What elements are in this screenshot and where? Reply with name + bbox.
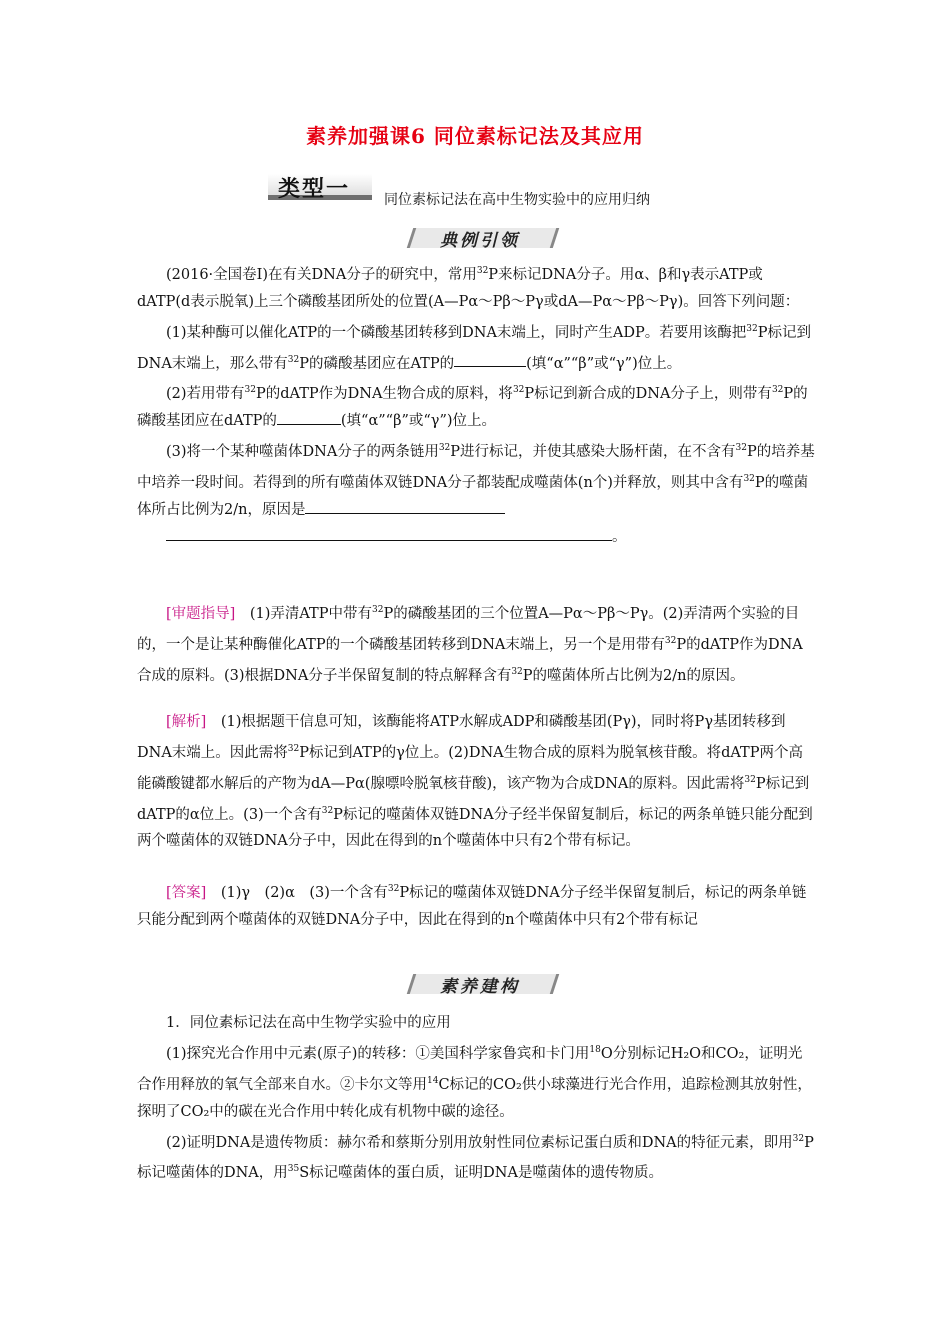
- analysis-text: [解析] (1)根据题干信息可知，该酶能将ATP水解成ADP和磷酸基团(Pγ)，同时将Pγ基团转移到DNA末端上。因此需将$^{32}$P标记到ATP的γ位上。(2)DNA生物合成的原料为脱氧核苷酸。将dATP两个高能磷酸键都水解后的产物为dA—Pα(腺嘌呤脱氧核苷酸)，该产物为合成DNA的原料。因此需将$^{32}$P标记到dATP的α位上。(3)一个含有$^{32}$P标记的噬菌体双链DNA分子经半保留复制后，标记的两条单链只能分配到两个噬菌体的双链DNA分子中，因此在得到的n个噬菌体中只有2个带有标记。: [137, 714, 813, 850]
- question-block: [137, 258, 815, 551]
- page-title: 素养加强课6 同位素标记法及其应用: [306, 124, 644, 148]
- construct-tab: [410, 971, 550, 997]
- example-tab: [410, 225, 550, 251]
- section1-paragraph-2: (2)证明DNA是遗传物质：赫尔希和蔡斯分别用放射性同位素标记蛋白质和DNA的特征元素，即用$^{32}$P标记噬菌体的DNA，用$^{35}$S标记噬菌体的蛋白质，证明DNA是噬菌体的遗传物质。: [137, 1133, 814, 1182]
- answer-blank-2[interactable]: [277, 424, 341, 425]
- type-badge-label: 类型一: [278, 177, 351, 202]
- section1-heading: 1．同位素标记法在高中生物学实验中的应用: [166, 1015, 451, 1031]
- answer-blank-1[interactable]: [454, 366, 526, 367]
- type-description: 同位素标记法在高中生物实验中的应用归纳: [384, 192, 650, 208]
- answer-block: [137, 876, 815, 934]
- analysis-tag: [解析]: [166, 714, 207, 730]
- guide-tag: [审题指导]: [166, 605, 236, 622]
- question-2: (2)若用带有$^{32}$P的dATP作为DNA生物合成的原料，将$^{32}$P标记到新合成的DNA分子上，则带有$^{32}$P的磷酸基团应在dATP的 (填“α”“β”或“γ”)位上。: [137, 385, 808, 430]
- answer-tag: [答案]: [166, 884, 207, 901]
- section1-paragraph-1: (1)探究光合作用中元素(原子)的转移：①美国科学家鲁宾和卡门用$^{18}$O分别标记H₂O和CO₂，证明光合作用释放的氧气全部来自水。②卡尔文等用$^{14}$C标记的CO₂供小球藻进行光合作用，追踪检测其放射性，探明了CO₂中的碳在光合作用中转化成有机物中碳的途径。: [137, 1045, 812, 1120]
- section1-block: [137, 1010, 815, 1187]
- example-tab-label: 典例引领: [440, 231, 520, 251]
- guide-block: [137, 597, 815, 689]
- construct-tab-label: 素养建构: [440, 977, 520, 997]
- analysis-block: [137, 709, 815, 855]
- answer-text: [答案] (1)γ (2)α (3)一个含有$^{32}$P标记的噬菌体双链DNA分子经半保留复制后，标记的两条单链只能分配到两个噬菌体的双链DNA分子中，因此在得到的n个噬菌体中只有2个带有标记: [137, 884, 807, 928]
- type-badge: [268, 174, 372, 200]
- question-3: (3)将一个某种噬菌体DNA分子的两条链用$^{32}$P进行标记，并使其感染大肠杆菌，在不含有$^{32}$P的培养基中培养一段时间。若得到的所有噬菌体双链DNA分子都装配成噬菌体(n个)并释放，则其中含有$^{32}$P的噬菌体所占比例为2/n，原因是 。: [137, 443, 815, 545]
- answer-blank-3a[interactable]: [305, 513, 505, 514]
- question-intro: (2016·全国卷Ⅰ)在有关DNA分子的研究中，常用$^{32}$P来标记DNA分子。用α、β和γ表示ATP或dATP(d表示脱氧)上三个磷酸基团所处的位置(A—Pα～Pβ～Pγ或dA—Pα～Pβ～Pγ)。回答下列问题：: [137, 266, 800, 310]
- guide-text: [审题指导] (1)弄清ATP中带有$^{32}$P的磷酸基团的三个位置A—Pα～Pβ～Pγ。(2)弄清两个实验的目的，一个是让某种酶催化ATP的一个磷酸基团转移到DNA末端上，另一个是用带有$^{32}$P的dATP作为DNA合成的原料。(3)根据DNA分子半保留复制的特点解释含有$^{32}$P的噬菌体所占比例为2/n的原因。: [137, 605, 803, 684]
- answer-blank-3b[interactable]: [166, 540, 612, 541]
- question-1: (1)某种酶可以催化ATP的一个磷酸基团转移到DNA末端上，同时产生ADP。若要用该酶把$^{32}$P标记到DNA末端上，那么带有$^{32}$P的磷酸基团应在ATP的 (填“α”“β”或“γ”)位上。: [137, 323, 811, 372]
